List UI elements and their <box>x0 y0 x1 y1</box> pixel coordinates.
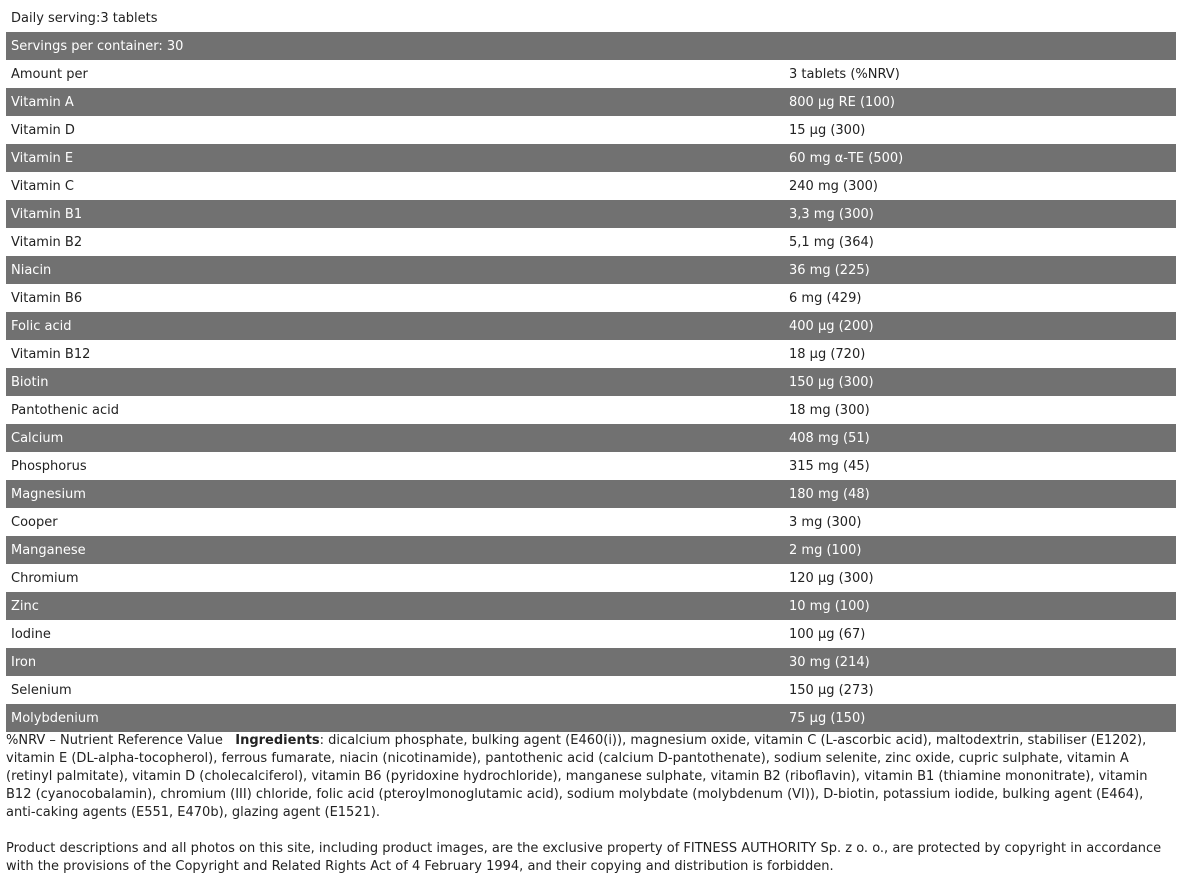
amount-per-value: 3 tablets (%NRV) <box>789 66 900 82</box>
nutrient-name: Iodine <box>11 626 51 642</box>
nutrient-name: Calcium <box>11 430 64 446</box>
table-row <box>6 620 1176 648</box>
table-row <box>6 648 1176 676</box>
nutrient-value: 100 µg (67) <box>789 626 866 642</box>
nutrient-name: Vitamin B6 <box>11 290 83 306</box>
copyright-notice: Product descriptions and all photos on this site, including product images, are the exclusive property of FITNESS AUTHORITY Sp. z o. o., are protected by copyright in accordance with the provisions of the Copyright and Related Rights Act of 4 February 1994, and their copying and distribution is forbidden. <box>6 841 1162 874</box>
table-row <box>6 396 1176 424</box>
nutrient-value: 800 µg RE (100) <box>789 94 895 110</box>
nutrient-name: Vitamin B1 <box>11 206 83 222</box>
ingredients-label: Ingredients <box>235 733 320 748</box>
nutrient-value: 180 mg (48) <box>789 486 870 502</box>
nutrient-name: Biotin <box>11 374 49 390</box>
nutrient-value: 150 µg (273) <box>789 682 874 698</box>
amount-per-label: Amount per <box>11 66 88 82</box>
nutrient-name: Vitamin C <box>11 178 75 194</box>
nutrient-value: 75 µg (150) <box>789 710 866 726</box>
table-row <box>6 88 1176 116</box>
table-row <box>6 424 1176 452</box>
daily-serving-text: Daily serving:3 tablets <box>11 10 158 26</box>
nutrient-value: 3,3 mg (300) <box>789 206 874 222</box>
nutrient-value: 6 mg (429) <box>789 290 862 306</box>
nutrient-value: 400 µg (200) <box>789 318 874 334</box>
nutrient-name: Folic acid <box>11 318 72 334</box>
nutrient-value: 18 µg (720) <box>789 346 866 362</box>
nutrient-name: Cooper <box>11 514 58 530</box>
ingredients-text: : dicalcium phosphate, bulking agent (E460(i)), magnesium oxide, vitamin C (L-ascorbic acid), maltodextrin, stabiliser (E1202), vitamin E (DL-alpha-tocopherol), ferrous fumarate, niacin (nicotinamide), pantothenic acid (calcium D-pantothenate), sodium selenite, zinc oxide, cupric sulphate, vitamin A (retinyl palmitate), vitamin D (cholecalciferol), vitamin B6 (pyridoxine hydrochloride), manganese sulphate, vitamin B2 (riboflavin), vitamin B1 (thiamine mononitrate), vitamin B12 (cyanocobalamin), chromium (III) chloride, folic acid (pteroylmonoglutamic acid), sodium molybdate (molybdenum (VI)), D-biotin, potassium iodide, bulking agent (E464), anti-caking agents (E551, E470b), glazing agent (E1521). <box>6 733 1148 820</box>
table-row <box>6 228 1176 256</box>
nutrient-name: Vitamin B2 <box>11 234 83 250</box>
nutrient-value: 18 mg (300) <box>789 402 870 418</box>
nutrient-value: 10 mg (100) <box>789 598 870 614</box>
nutrient-value: 60 mg α-TE (500) <box>789 150 904 166</box>
nutrient-value: 30 mg (214) <box>789 654 870 670</box>
table-row <box>6 704 1176 732</box>
table-row <box>6 312 1176 340</box>
nutrient-value: 3 mg (300) <box>789 514 862 530</box>
table-row <box>6 172 1176 200</box>
nutrient-rows <box>6 88 1176 732</box>
table-row <box>6 284 1176 312</box>
nutrient-name: Niacin <box>11 262 52 278</box>
table-row <box>6 508 1176 536</box>
table-row <box>6 200 1176 228</box>
nutrient-value: 150 µg (300) <box>789 374 874 390</box>
nutrient-value: 240 mg (300) <box>789 178 878 194</box>
nutrient-value: 408 mg (51) <box>789 430 870 446</box>
ingredients-paragraph <box>6 732 1176 822</box>
nutrient-value: 36 mg (225) <box>789 262 870 278</box>
nutrient-name: Selenium <box>11 682 72 698</box>
nutrient-value: 315 mg (45) <box>789 458 870 474</box>
nrv-note: %NRV – Nutrient Reference Value <box>6 733 223 748</box>
nutrient-name: Vitamin E <box>11 150 74 166</box>
nutrient-value: 15 µg (300) <box>789 122 866 138</box>
table-row <box>6 592 1176 620</box>
servings-per-container-text: Servings per container: 30 <box>11 38 184 54</box>
nutrition-table <box>6 4 1176 732</box>
table-row <box>6 480 1176 508</box>
table-row <box>6 564 1176 592</box>
nutrient-name: Molybdenium <box>11 710 99 726</box>
nutrient-name: Vitamin B12 <box>11 346 91 362</box>
nutrient-value: 2 mg (100) <box>789 542 862 558</box>
table-row <box>6 340 1176 368</box>
nutrient-name: Pantothenic acid <box>11 402 119 418</box>
table-row <box>6 144 1176 172</box>
table-row <box>6 536 1176 564</box>
nutrient-name: Magnesium <box>11 486 86 502</box>
daily-serving-row <box>6 4 1176 32</box>
table-row <box>6 256 1176 284</box>
nutrient-name: Zinc <box>11 598 39 614</box>
table-row <box>6 452 1176 480</box>
table-row <box>6 116 1176 144</box>
amount-per-row <box>6 60 1176 88</box>
nutrient-name: Manganese <box>11 542 86 558</box>
nutrient-name: Chromium <box>11 570 79 586</box>
nutrient-value: 5,1 mg (364) <box>789 234 874 250</box>
nutrient-name: Iron <box>11 654 37 670</box>
nutrient-name: Vitamin D <box>11 122 75 138</box>
table-row <box>6 368 1176 396</box>
table-row <box>6 676 1176 704</box>
footer-notes <box>6 732 1176 876</box>
servings-per-container-row <box>6 32 1176 60</box>
nutrient-value: 120 µg (300) <box>789 570 874 586</box>
nutrient-name: Phosphorus <box>11 458 87 474</box>
nutrient-name: Vitamin A <box>11 94 74 110</box>
